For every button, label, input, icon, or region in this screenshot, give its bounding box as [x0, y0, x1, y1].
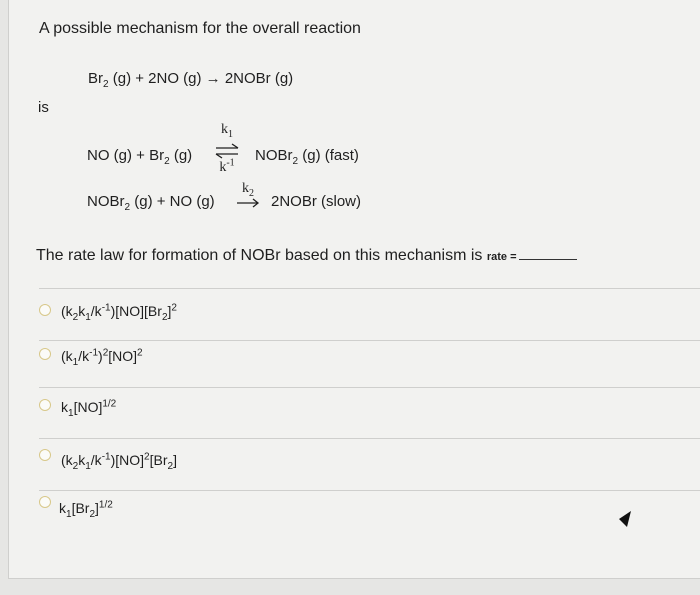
reaction-arrow-icon: →: [205, 70, 221, 87]
separator: [39, 490, 700, 491]
option-label[interactable]: $(k_1/k^{-1})^2[NO]^2$: [61, 347, 143, 368]
radio-button-icon[interactable]: [39, 304, 51, 316]
radio-button-icon[interactable]: [39, 496, 51, 508]
mouse-cursor-icon: [617, 509, 633, 529]
k1-label: $k_1$: [221, 122, 233, 140]
option-label[interactable]: $(k_2k_1/k^{-1})[NO]^2[Br_2]$: [61, 451, 177, 472]
reaction-arrow-icon: [236, 198, 260, 208]
option-label[interactable]: $k_1[NO]^{1/2}$: [61, 398, 117, 419]
radio-button-icon[interactable]: [39, 348, 51, 360]
is-label: is: [38, 99, 49, 116]
answer-blank: [519, 249, 577, 260]
option-label[interactable]: $k_1[Br_2]^{1/2}$: [59, 499, 113, 520]
question-panel: [8, 0, 700, 579]
mechanism-step-2-left: NOBr$_2$ (g) + NO (g): [87, 193, 215, 213]
separator: [39, 438, 700, 439]
question-intro: A possible mechanism for the overall reaction: [39, 20, 361, 37]
mechanism-step-2-right: 2NOBr (slow): [271, 193, 362, 210]
radio-button-icon[interactable]: [39, 399, 51, 411]
radio-button-icon[interactable]: [39, 449, 51, 461]
mechanism-step-1-left: NO $(g) + Br_2$ (g): [87, 147, 193, 167]
separator: [39, 387, 700, 388]
option-label[interactable]: $(k_2k_1/k^{-1})[NO][Br_2]^2$: [61, 302, 177, 323]
k2-label: $k_2$: [242, 181, 254, 199]
overall-reaction: $Br_2$ (g) + 2NO (g) → 2NOBr (g): [88, 70, 294, 90]
separator: [39, 340, 700, 341]
rate-label: rate =: [486, 251, 517, 263]
mechanism-step-1-right: NOBr$_2$ (g) (fast): [255, 147, 359, 167]
k-minus-1-label: $k^{-1}$: [219, 157, 235, 175]
separator: [39, 288, 700, 289]
rate-law-prompt: The rate law for formation of NOBr based on this mechanism is rate =: [36, 247, 577, 265]
